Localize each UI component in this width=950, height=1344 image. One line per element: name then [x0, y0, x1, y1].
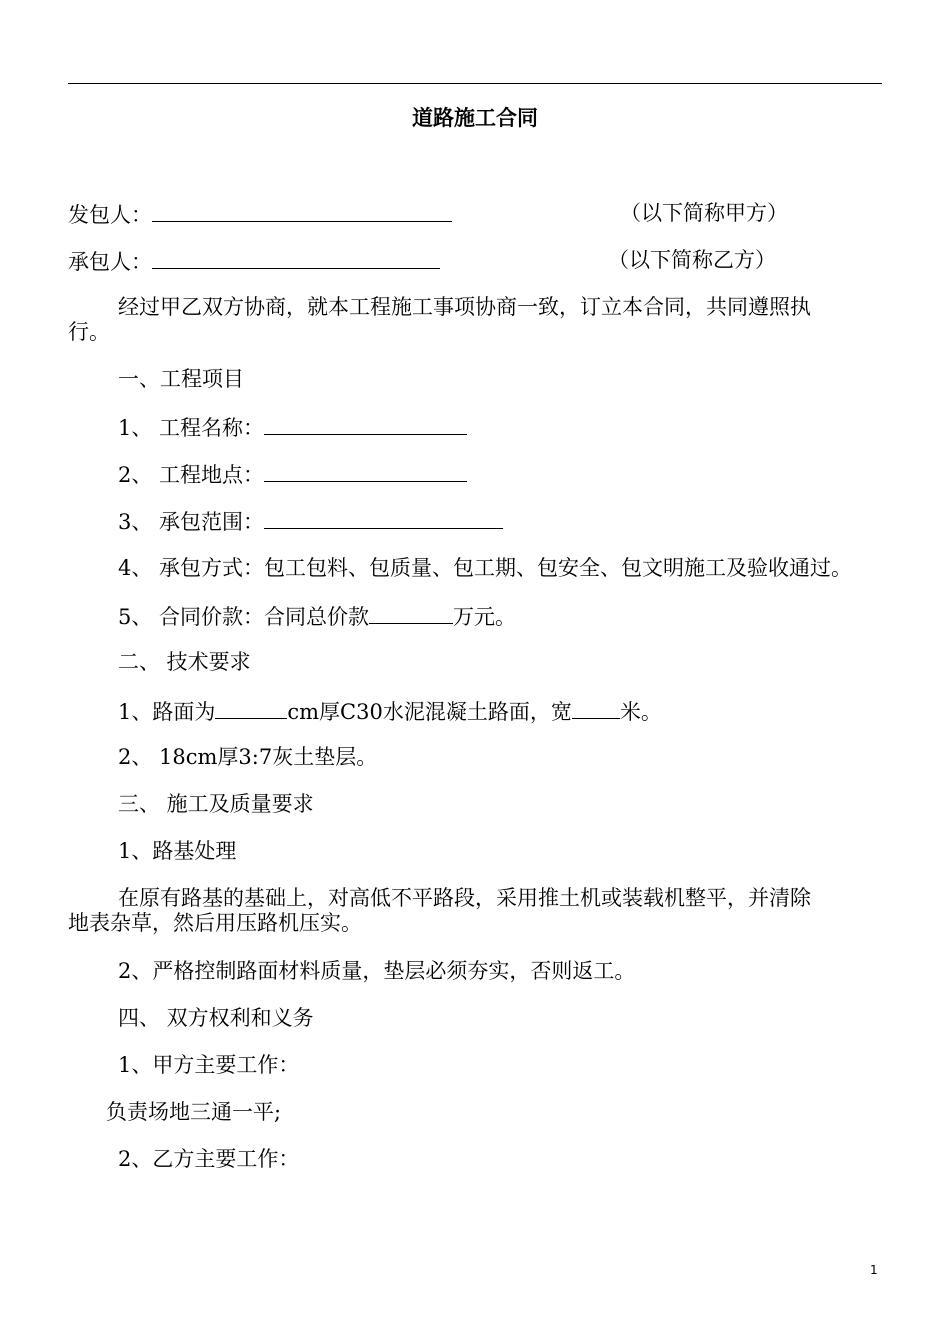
party-a-alias: （以下简称甲方） [620, 201, 788, 225]
project-location-label: 2、 工程地点： [118, 463, 265, 487]
party-b-line [68, 248, 440, 275]
project-location-blank[interactable] [264, 461, 467, 482]
road-surface-line [118, 698, 662, 725]
road-surface-label: 1、路面为 [118, 700, 216, 724]
project-name-label: 1、 工程名称： [118, 416, 265, 440]
subgrade-para-line-2: 地表杂草，然后用压路机压实。 [68, 911, 362, 935]
material-quality-line: 2、严格控制路面材料质量，垫层必须夯实，否则返工。 [118, 959, 636, 983]
contract-scope-label: 3、 承包范围： [118, 510, 265, 534]
contract-scope-line [118, 508, 503, 535]
project-name-blank[interactable] [264, 414, 467, 435]
project-name-line [118, 414, 467, 441]
road-width-unit: 米。 [619, 700, 662, 724]
contract-price-line [118, 603, 516, 630]
base-layer-line: 2、 18cm厚3:7灰土垫层。 [118, 745, 378, 769]
party-a-duties-heading: 1、甲方主要工作： [118, 1053, 300, 1077]
road-surface-spec: cm厚C30水泥混凝土路面，宽 [287, 700, 572, 724]
header-rule [68, 83, 882, 84]
party-b-alias: （以下简称乙方） [608, 248, 776, 272]
party-a-blank[interactable] [152, 201, 452, 222]
party-b-blank[interactable] [152, 248, 440, 269]
intro-line-2: 行。 [68, 320, 110, 344]
party-a-duties-detail: 负责场地三通一平; [106, 1100, 282, 1124]
section-3-heading: 三、 施工及质量要求 [118, 792, 314, 816]
contract-price-label: 5、 合同价款：合同总价款 [118, 605, 370, 629]
subgrade-para-line-1: 在原有路基的基础上，对高低不平路段，采用推土机或装载机整平，并清除 [118, 886, 811, 910]
road-thickness-blank[interactable] [215, 698, 287, 719]
document-title: 道路施工合同 [412, 106, 538, 130]
page-number: 1 [870, 1263, 878, 1277]
contract-scope-blank[interactable] [264, 508, 503, 529]
section-1-heading: 一、工程项目 [118, 367, 244, 391]
contract-price-blank[interactable] [369, 603, 453, 624]
project-location-line [118, 461, 467, 488]
contract-price-unit: 万元。 [453, 605, 517, 629]
party-a-line [68, 201, 452, 228]
subgrade-heading: 1、路基处理 [118, 839, 237, 863]
section-4-heading: 四、 双方权利和义务 [118, 1006, 314, 1030]
party-b-label: 承包人： [68, 250, 152, 274]
intro-line-1: 经过甲乙双方协商，就本工程施工事项协商一致，订立本合同，共同遵照执 [118, 295, 811, 319]
party-a-label: 发包人： [68, 203, 152, 227]
party-b-duties-heading: 2、乙方主要工作： [118, 1147, 300, 1171]
section-2-heading: 二、 技术要求 [118, 650, 251, 674]
road-width-blank[interactable] [572, 698, 620, 719]
contract-method-line: 4、 承包方式：包工包料、包质量、包工期、包安全、包文明施工及验收通过。 [118, 556, 853, 580]
